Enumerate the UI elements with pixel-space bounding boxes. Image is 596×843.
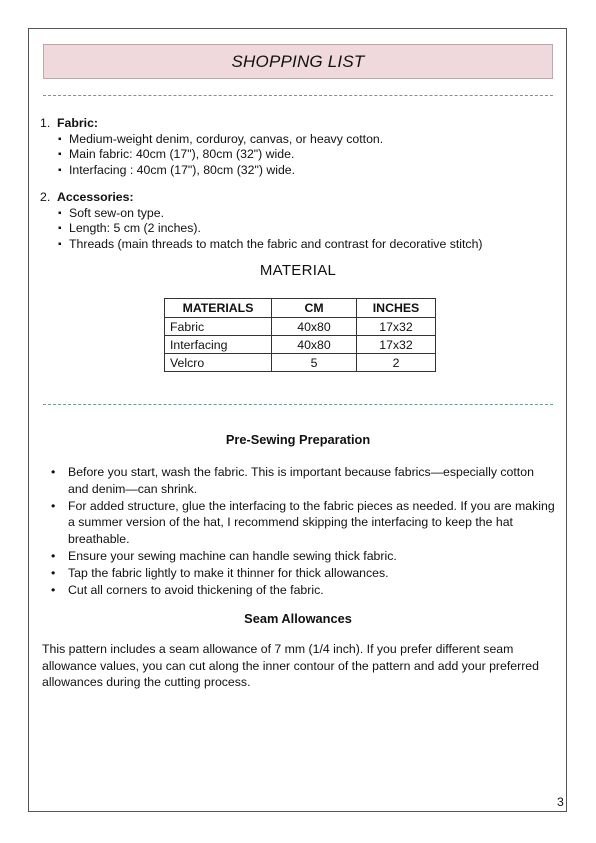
table-header-row — [165, 299, 436, 318]
table-cell: Fabric — [165, 318, 272, 336]
table-row — [165, 354, 436, 372]
accessories-list — [40, 206, 483, 253]
column-header: INCHES — [357, 299, 436, 318]
section-heading: Accessories: — [57, 190, 134, 204]
divider-middle — [43, 404, 553, 405]
list-item: • Before you start, wash the fabric. This is important because fabrics—especially cotton and denim—can shrink. — [51, 464, 556, 497]
material-table — [164, 298, 436, 372]
pre-sewing-list — [51, 464, 556, 599]
section-number: 1. — [40, 116, 51, 130]
section-heading: Fabric: — [57, 116, 98, 130]
fabric-list — [40, 132, 383, 179]
material-title: MATERIAL — [259, 262, 337, 279]
section-accessories — [40, 190, 483, 252]
table-cell: Interfacing — [165, 336, 272, 354]
table-cell: 17x32 — [357, 318, 436, 336]
list-item: ▪ Soft sew-on type. — [57, 206, 483, 222]
list-item: • Cut all corners to avoid thickening of the fabric. — [51, 582, 556, 599]
list-item: • Ensure your sewing machine can handle sewing thick fabric. — [51, 548, 556, 565]
list-item: • Tap the fabric lightly to make it thinner for thick allowances. — [51, 565, 556, 582]
seam-allowances-heading: Seam Allowances — [244, 611, 352, 626]
seam-allowances-text: This pattern includes a seam allowance of 7 mm (1/4 inch). If you prefer different seam allowance values, you can cut along the inner contour of the pattern and add your preferred allowances during the cutting process. — [42, 642, 539, 689]
table-cell: 2 — [357, 354, 436, 372]
column-header: MATERIALS — [165, 299, 272, 318]
table-cell: 40x80 — [272, 318, 357, 336]
list-item: • For added structure, glue the interfacing to the fabric pieces as needed. If you are making a summer version of the hat, I recommend skipping the interfacing to keep the hat breathable. — [51, 498, 556, 548]
list-item: ▪ Main fabric: 40cm (17"), 80cm (32") wide. — [57, 147, 383, 163]
table-cell: Velcro — [165, 354, 272, 372]
table-cell: 5 — [272, 354, 357, 372]
list-item: ▪ Length: 5 cm (2 inches). — [57, 221, 483, 237]
page-title-text: SHOPPING LIST — [231, 51, 365, 71]
table-row — [165, 336, 436, 354]
section-number: 2. — [40, 190, 51, 204]
table-cell: 40x80 — [272, 336, 357, 354]
list-item: ▪ Threads (main threads to match the fabric and contrast for decorative stitch) — [57, 237, 483, 253]
divider-top — [43, 95, 553, 96]
section-fabric — [40, 116, 383, 178]
list-item: ▪ Interfacing : 40cm (17"), 80cm (32") wide. — [57, 163, 383, 179]
list-item: ▪ Medium-weight denim, corduroy, canvas, or heavy cotton. — [57, 132, 383, 148]
column-header: CM — [272, 299, 357, 318]
page-title — [43, 44, 553, 79]
pre-sewing-heading: Pre-Sewing Preparation — [225, 432, 371, 447]
table-row — [165, 318, 436, 336]
page-number: 3 — [557, 795, 564, 809]
table-cell: 17x32 — [357, 336, 436, 354]
